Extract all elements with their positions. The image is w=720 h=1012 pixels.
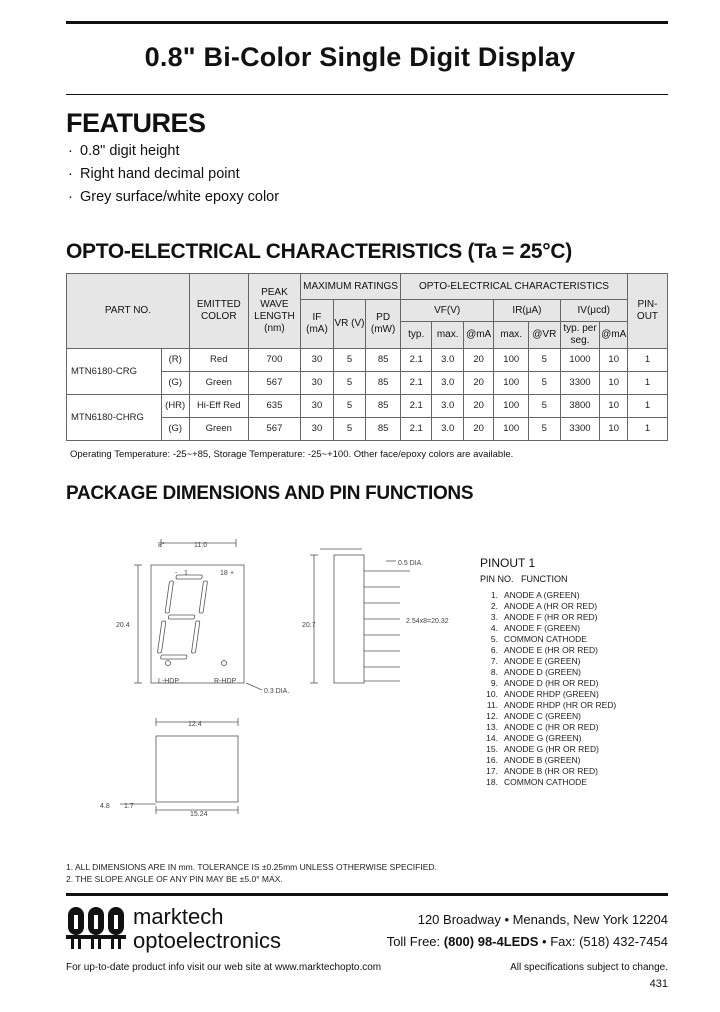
pin-number: 4. [490, 623, 498, 633]
feature-item: · Right hand decimal point [68, 166, 240, 182]
vf-typ: 2.1 [400, 349, 432, 372]
pin-function: ANODE RHDP (HR OR RED) [504, 700, 617, 710]
pin-function: ANODE C (GREEN) [504, 711, 581, 721]
col-iv: IV(μcd) [560, 300, 627, 322]
pin-function: ANODE A (HR OR RED) [504, 601, 598, 611]
pin-function: COMMON CATHODE [504, 634, 587, 644]
vf-max: 3.0 [432, 418, 464, 441]
pin-function: ANODE E (HR OR RED) [504, 645, 598, 655]
toll-free-number: (800) 98-4LEDS [443, 934, 539, 949]
pin-number: 17. [486, 766, 498, 776]
peak-wavelength: 567 [248, 418, 301, 441]
side-dia-label: 0.5 DIA. [398, 560, 424, 567]
pin-number: 6. [490, 645, 498, 655]
pin-number: 13. [486, 722, 498, 732]
pinout-row [470, 667, 581, 677]
part-number: MTN6180-CRG [67, 349, 162, 395]
dimension-note: 1. ALL DIMENSIONS ARE IN mm. TOLERANCE IS ±0.25mm UNLESS OTHERWISE SPECIFIED. [66, 862, 437, 872]
pin-function: ANODE G (HR OR RED) [504, 744, 599, 754]
website-note[interactable]: For up-to-date product info visit our web site at www.marktechopto.com [66, 962, 382, 973]
pinout-header [480, 574, 568, 584]
pinout-row [470, 700, 616, 710]
color-code: (G) [161, 418, 189, 441]
pd-value: 85 [366, 395, 401, 418]
pinout-row [470, 744, 599, 754]
pin-number: 11. [486, 700, 498, 710]
pin-function: ANODE B (GREEN) [504, 755, 581, 765]
color-code: (HR) [161, 395, 189, 418]
pd-value: 85 [366, 418, 401, 441]
vr-value: 5 [333, 418, 366, 441]
side-view-drawing [300, 535, 470, 700]
pinout-value: 1 [627, 349, 667, 372]
if-value: 30 [301, 418, 334, 441]
emitted-color: Red [189, 349, 248, 372]
ir-vr: 5 [529, 349, 561, 372]
iv-ma: 10 [600, 372, 628, 395]
col-vf-typ: typ. [400, 322, 432, 349]
peak-wavelength: 567 [248, 372, 301, 395]
pinout-row [470, 733, 581, 743]
pin-function: ANODE F (HR OR RED) [504, 612, 598, 622]
dim-height-label: 20.4 [116, 622, 130, 629]
footer-rule [66, 893, 668, 896]
col-peak-wavelength: PEAK WAVE LENGTH (nm) [248, 274, 301, 349]
pin-number: 7. [490, 656, 498, 666]
pinout-value: 1 [627, 395, 667, 418]
col-ir: IR(μA) [494, 300, 560, 322]
side-height-label: 20.7 [302, 622, 316, 629]
vf-max: 3.0 [432, 349, 464, 372]
col-vr: VR (V) [333, 300, 366, 349]
pin-number: 9. [490, 678, 498, 688]
ldp-label: L-HDP [158, 678, 180, 685]
ir-max: 100 [494, 418, 529, 441]
company-address: 120 Broadway • Menands, New York 12204 [417, 912, 668, 927]
pinout-row [470, 634, 587, 644]
iv-typ: 3800 [560, 395, 600, 418]
vf-ma: 20 [463, 418, 493, 441]
if-value: 30 [301, 349, 334, 372]
col-if: IF (mA) [301, 300, 334, 349]
pin-number: 1. [490, 590, 498, 600]
logo-text-optoelectronics: optoelectronics [133, 928, 281, 953]
pinout-row [470, 689, 599, 699]
pin-number: 12. [486, 711, 498, 721]
iv-typ: 3300 [560, 372, 600, 395]
col-pd: PD (mW) [366, 300, 401, 349]
bottom-span-label: 15.24 [190, 811, 208, 818]
iv-ma: 10 [600, 395, 628, 418]
pd-value: 85 [366, 372, 401, 395]
pin-function: ANODE E (GREEN) [504, 656, 581, 666]
bottom-view-drawing [96, 712, 296, 822]
opto-heading: OPTO-ELECTRICAL CHARACTERISTICS (Ta = 25°C) [66, 240, 572, 263]
pinout-row [470, 612, 598, 622]
pinout-row [470, 645, 598, 655]
vf-ma: 20 [463, 395, 493, 418]
if-value: 30 [301, 395, 334, 418]
pin-number: 15. [486, 744, 498, 754]
page-number: 431 [649, 978, 668, 990]
if-value: 30 [301, 372, 334, 395]
bottom-width-label: 12.4 [188, 721, 202, 728]
pin-function: ANODE D (GREEN) [504, 667, 581, 677]
pin-number: 16. [486, 755, 498, 765]
col-iv-typ: typ. per seg. [560, 322, 600, 349]
pinout-row [470, 777, 587, 787]
col-ir-max: max. [494, 322, 529, 349]
pinout-row [470, 590, 580, 600]
front-view-drawing [96, 535, 306, 700]
pin-number: 10. [486, 689, 498, 699]
pin-function: ANODE C (HR OR RED) [504, 722, 599, 732]
peak-wavelength: 700 [248, 349, 301, 372]
vf-max: 3.0 [432, 395, 464, 418]
pinout-row [470, 711, 581, 721]
pin-number: 8. [490, 667, 498, 677]
col-max-ratings: MAXIMUM RATINGS [301, 274, 401, 300]
vf-ma: 20 [463, 372, 493, 395]
table-row [67, 395, 668, 418]
logo-text-marktech: marktech [133, 904, 224, 929]
col-vf-max: max. [432, 322, 464, 349]
fax-number: • Fax: (518) 432-7454 [538, 934, 668, 949]
pinout-value: 1 [627, 372, 667, 395]
feature-item: · Grey surface/white epoxy color [68, 189, 280, 205]
col-vf: VF(V) [400, 300, 493, 322]
pinout-head-pin: PIN NO. [480, 574, 514, 584]
bottom-left-label: 4.8 [100, 803, 110, 810]
color-code: (G) [161, 372, 189, 395]
pin-function: ANODE G (GREEN) [504, 733, 582, 743]
part-number: MTN6180-CHRG [67, 395, 162, 441]
pin-number: 3. [490, 612, 498, 622]
iv-typ: 3300 [560, 418, 600, 441]
side-pitch-label: 2.54x8=20.32 [406, 618, 449, 625]
contact-phone-fax [387, 934, 668, 949]
package-heading: PACKAGE DIMENSIONS AND PIN FUNCTIONS [66, 483, 474, 504]
pin-function: ANODE F (GREEN) [504, 623, 581, 633]
dim-angle-label: 8° [158, 542, 165, 549]
ir-vr: 5 [529, 372, 561, 395]
minus-label: - [175, 570, 178, 577]
pinout-row [470, 766, 598, 776]
pin-number: 2. [490, 601, 498, 611]
pinout-row [470, 722, 598, 732]
pin-number: 5. [490, 634, 498, 644]
ir-max: 100 [494, 349, 529, 372]
vf-typ: 2.1 [400, 395, 432, 418]
vf-ma: 20 [463, 349, 493, 372]
pin1-label: 1 [184, 570, 188, 577]
bottom-right-label: 1.7 [124, 803, 134, 810]
top-rule [66, 21, 668, 24]
ir-vr: 5 [529, 418, 561, 441]
features-heading: FEATURES [66, 108, 206, 138]
col-iv-ma: @mA [600, 322, 628, 349]
feature-item: · 0.8" digit height [68, 143, 180, 159]
pin-function: ANODE A (GREEN) [504, 590, 580, 600]
emitted-color: Green [189, 418, 248, 441]
pin-function: ANODE D (HR OR RED) [504, 678, 599, 688]
pin-function: ANODE RHDP (GREEN) [504, 689, 599, 699]
vf-typ: 2.1 [400, 372, 432, 395]
peak-wavelength: 635 [248, 395, 301, 418]
col-ir-vr: @VR [529, 322, 561, 349]
rdp-label: R-HDP [214, 678, 237, 685]
iv-ma: 10 [600, 418, 628, 441]
vr-value: 5 [333, 349, 366, 372]
col-emitted-color: EMITTED COLOR [189, 274, 248, 349]
pinout-row [470, 623, 580, 633]
pinout-row [470, 755, 581, 765]
hole-dia-label: 0.3 DIA. [264, 688, 290, 695]
pin-function: COMMON CATHODE [504, 777, 587, 787]
logo-mark [66, 905, 130, 949]
table-row [67, 349, 668, 372]
col-vf-ma: @mA [463, 322, 493, 349]
ir-max: 100 [494, 372, 529, 395]
pin-number: 18. [486, 777, 498, 787]
pd-value: 85 [366, 349, 401, 372]
col-part-no: PART NO. [67, 274, 190, 349]
pinout-head-func: FUNCTION [521, 574, 568, 584]
plus-label: + [230, 570, 235, 577]
vf-typ: 2.1 [400, 418, 432, 441]
vf-max: 3.0 [432, 372, 464, 395]
pin-number: 14. [486, 733, 498, 743]
iv-ma: 10 [600, 349, 628, 372]
phone-prefix: Toll Free: [386, 934, 444, 949]
pinout-row [470, 656, 581, 666]
col-opto-char: OPTO-ELECTRICAL CHARACTERISTICS [400, 274, 627, 300]
specs-note: All specifications subject to change. [510, 962, 668, 973]
pin18-label: 18 [220, 570, 228, 577]
emitted-color: Hi-Eff Red [189, 395, 248, 418]
vr-value: 5 [333, 395, 366, 418]
col-pinout: PIN-OUT [627, 274, 667, 349]
color-code: (R) [161, 349, 189, 372]
pinout-row [470, 678, 598, 688]
ir-max: 100 [494, 395, 529, 418]
iv-typ: 1000 [560, 349, 600, 372]
emitted-color: Green [189, 372, 248, 395]
page-title: 0.8" Bi-Color Single Digit Display [144, 42, 576, 72]
characteristics-table [66, 273, 668, 441]
pinout-row [470, 601, 597, 611]
dimension-note: 2. THE SLOPE ANGLE OF ANY PIN MAY BE ±5.0° MAX. [66, 874, 283, 884]
pinout-value: 1 [627, 418, 667, 441]
pinout-title: PINOUT 1 [480, 556, 536, 570]
title-rule [66, 94, 668, 95]
operating-note: Operating Temperature: -25~+85, Storage Temperature: -25~+100. Other face/epoxy colors are available. [70, 449, 514, 460]
vr-value: 5 [333, 372, 366, 395]
ir-vr: 5 [529, 395, 561, 418]
dim-width-label: 11.0 [194, 542, 208, 549]
pin-function: ANODE B (HR OR RED) [504, 766, 598, 776]
